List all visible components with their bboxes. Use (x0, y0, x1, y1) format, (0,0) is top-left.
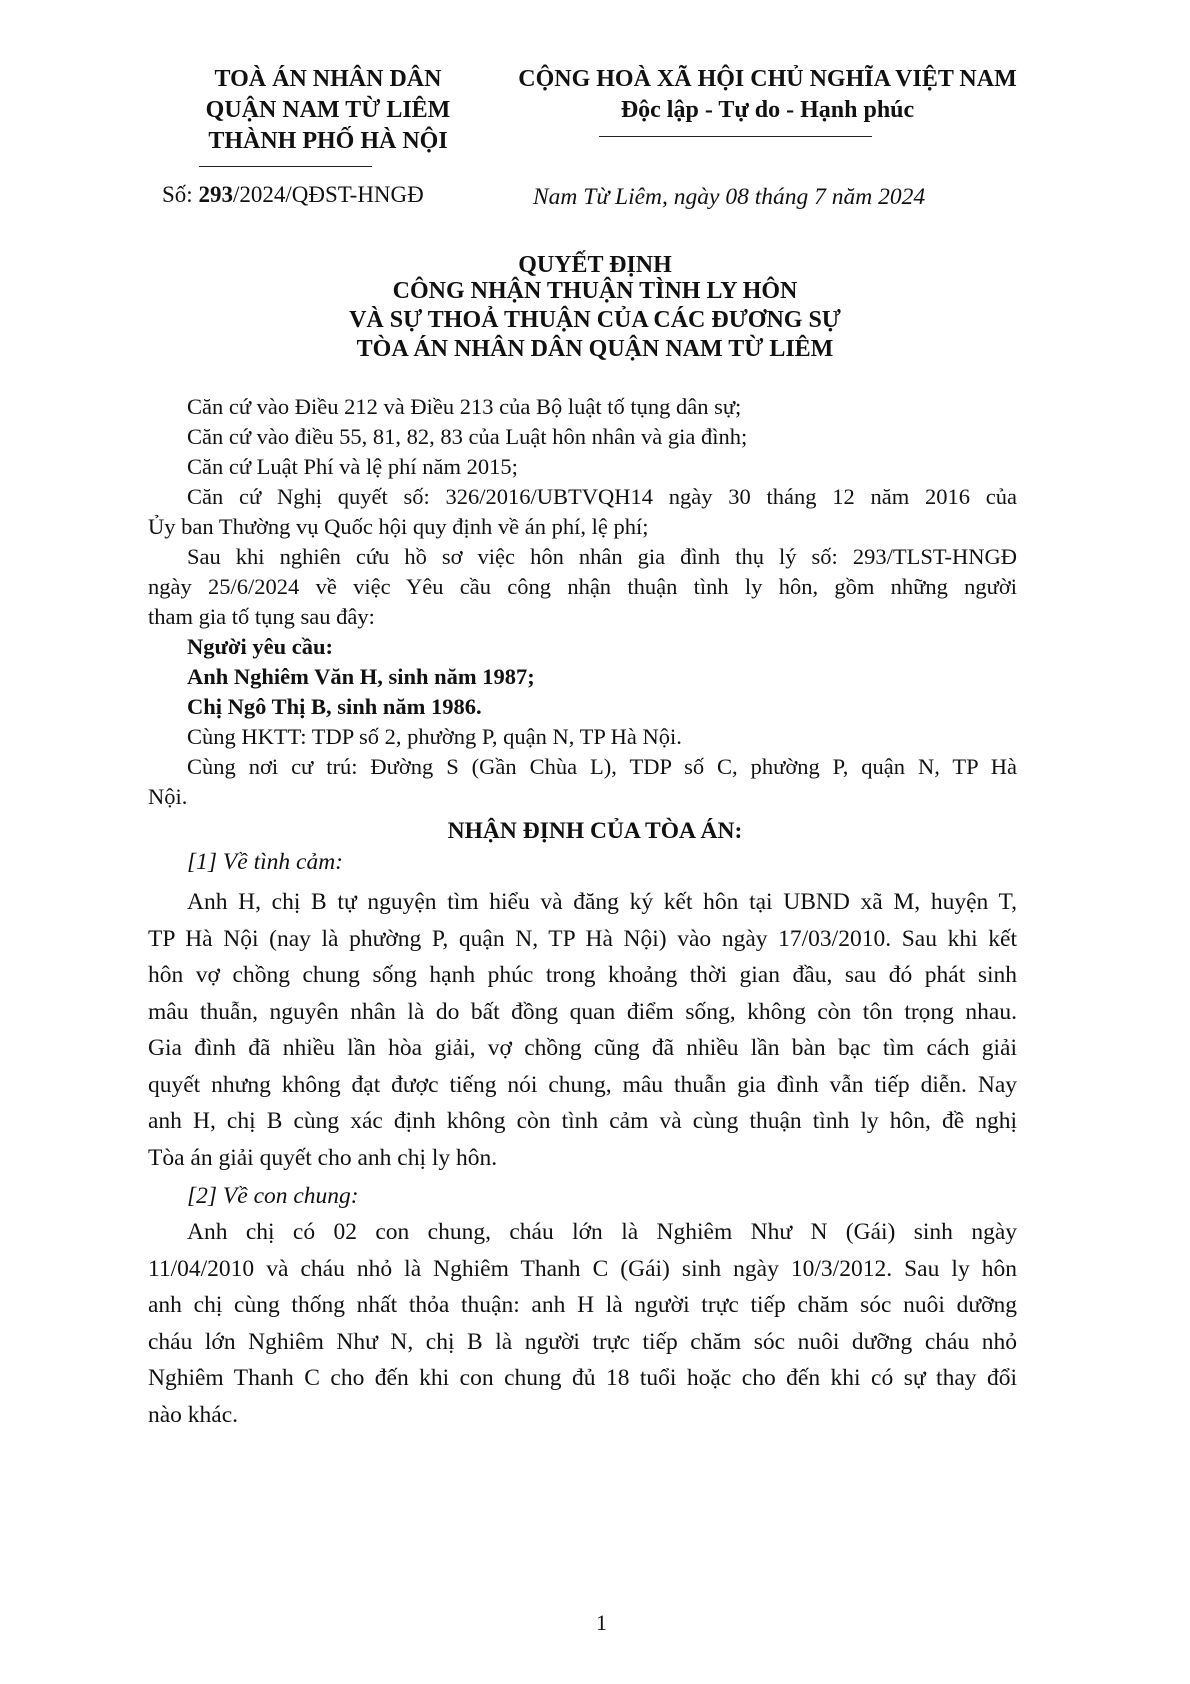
legal-basis-line: Căn cứ vào điều 55, 81, 82, 83 của Luật hôn nhân và gia đình; (187, 424, 748, 449)
party-person: Chị Ngô Thị B, sinh năm 1986. (187, 694, 482, 719)
legal-basis-line: Căn cứ vào Điều 212 và Điều 213 của Bộ luật tố tụng dân sự; (187, 394, 742, 419)
residence-address: Nội. (148, 784, 188, 809)
case-intro-line: Sau khi nghiên cứu hồ sơ việc hôn nhân gia đình thụ lý số: 293/TLST-HNGĐ (187, 544, 1017, 569)
affection-line: Anh H, chị B tự nguyện tìm hiểu và đăng ký kết hôn tại UBND xã M, huyện T, (187, 889, 1017, 915)
court-name-block (150, 64, 506, 157)
nation-line: CỘNG HOÀ XÃ HỘI CHỦ NGHĨA VIỆT NAM (518, 66, 1017, 92)
affection-line: Tòa án giải quyết cho anh chị ly hôn. (148, 1145, 498, 1171)
affection-line: TP Hà Nội (nay là phường P, quận N, TP Hà Nội) vào ngày 17/03/2010. Sau khi kết (148, 926, 1017, 952)
legal-basis-line: Căn cứ Nghị quyết số: 326/2016/UBTVQH14 ngày 30 tháng 12 năm 2016 của (187, 484, 1017, 509)
children-line: anh chị cùng thống nhất thỏa thuận: anh H là người trực tiếp chăm sóc nuôi dưỡng (148, 1292, 1017, 1318)
case-intro-line: ngày 25/6/2024 về việc Yêu cầu công nhận thuận tình ly hôn, gồm những người (148, 574, 1017, 599)
affection-line: Gia đình đã nhiều lần hòa giải, vợ chồng cũng đã nhiều lần bàn bạc tìm cách giải (148, 1035, 1017, 1061)
case-intro-line: tham gia tố tụng sau đây: (148, 604, 375, 629)
legal-basis-line: Ủy ban Thường vụ Quốc hội quy định về án phí, lệ phí; (148, 514, 649, 539)
party-person: Anh Nghiêm Văn H, sinh năm 1987; (187, 664, 535, 689)
number-prefix: Số: (162, 182, 199, 207)
affection-line: anh H, chị B cùng xác định không còn tình cảm và cùng thuận tình ly hôn, đề nghị (148, 1108, 1017, 1134)
children-line: Anh chị có 02 con chung, cháu lớn là Nghiêm Như N (Gái) sinh ngày (187, 1219, 1017, 1245)
affection-line: mâu thuẫn, nguyên nhân là do bất đồng quan điểm sống, không còn tôn trọng nhau. (148, 999, 1017, 1025)
motto-underline (599, 136, 872, 137)
children-line: cháu lớn Nghiêm Như N, chị B là người trực tiếp chăm sóc nuôi dưỡng cháu nhỏ (148, 1329, 1017, 1355)
nation-block (500, 64, 1035, 126)
number-suffix: /2024/QĐST-HNGĐ (232, 182, 424, 207)
legal-basis-line: Căn cứ Luật Phí và lệ phí năm 2015; (187, 454, 518, 479)
findings-heading: NHẬN ĐỊNH CỦA TÒA ÁN: (447, 818, 743, 844)
page-number: 1 (596, 1610, 607, 1635)
decision-subtitle: CÔNG NHẬN THUẬN TÌNH LY HÔN (392, 278, 798, 304)
document-number (162, 180, 424, 210)
court-line: TOÀ ÁN NHÂN DÂN (214, 66, 442, 92)
motto: Độc lập - Tự do - Hạnh phúc (620, 97, 915, 123)
court-line: THÀNH PHỐ HÀ NỘI (208, 128, 448, 154)
decision-subtitle: VÀ SỰ THOẢ THUẬN CỦA CÁC ĐƯƠNG SỰ (349, 307, 841, 333)
court-line: QUẬN NAM TỪ LIÊM (205, 97, 451, 123)
children-line: Nghiêm Thanh C cho đến khi con chung đủ 18 tuổi hoặc cho đến khi có sự thay đổi (148, 1365, 1017, 1391)
affection-line: quyết nhưng không đạt được tiếng nói chung, mâu thuẫn gia đình vẫn tiếp diễn. Nay (148, 1072, 1017, 1098)
children-line: nào khác. (148, 1402, 239, 1428)
place-date: Nam Từ Liêm, ngày 08 tháng 7 năm 2024 (533, 184, 926, 210)
court-title: TÒA ÁN NHÂN DÂN QUẬN NAM TỪ LIÊM (356, 336, 834, 362)
section-heading-children: [2] Về con chung: (187, 1183, 359, 1209)
residence-address: Cùng nơi cư trú: Đường S (Gần Chùa L), TDP số C, phường P, quận N, TP Hà (187, 754, 1017, 779)
registered-address: Cùng HKTT: TDP số 2, phường P, quận N, TP Hà Nội. (187, 724, 682, 749)
number-bold: 293 (198, 182, 233, 207)
court-underline (199, 166, 372, 167)
affection-line: hôn vợ chồng chung sống hạnh phúc trong khoảng thời gian đầu, sau đó phát sinh (148, 962, 1017, 988)
decision-title: QUYẾT ĐỊNH (518, 252, 672, 278)
section-heading-affection: [1] Về tình cảm: (187, 849, 343, 875)
children-line: 11/04/2010 và cháu nhỏ là Nghiêm Thanh C (Gái) sinh ngày 10/3/2012. Sau ly hôn (148, 1256, 1017, 1282)
parties-label: Người yêu cầu: (187, 634, 333, 659)
